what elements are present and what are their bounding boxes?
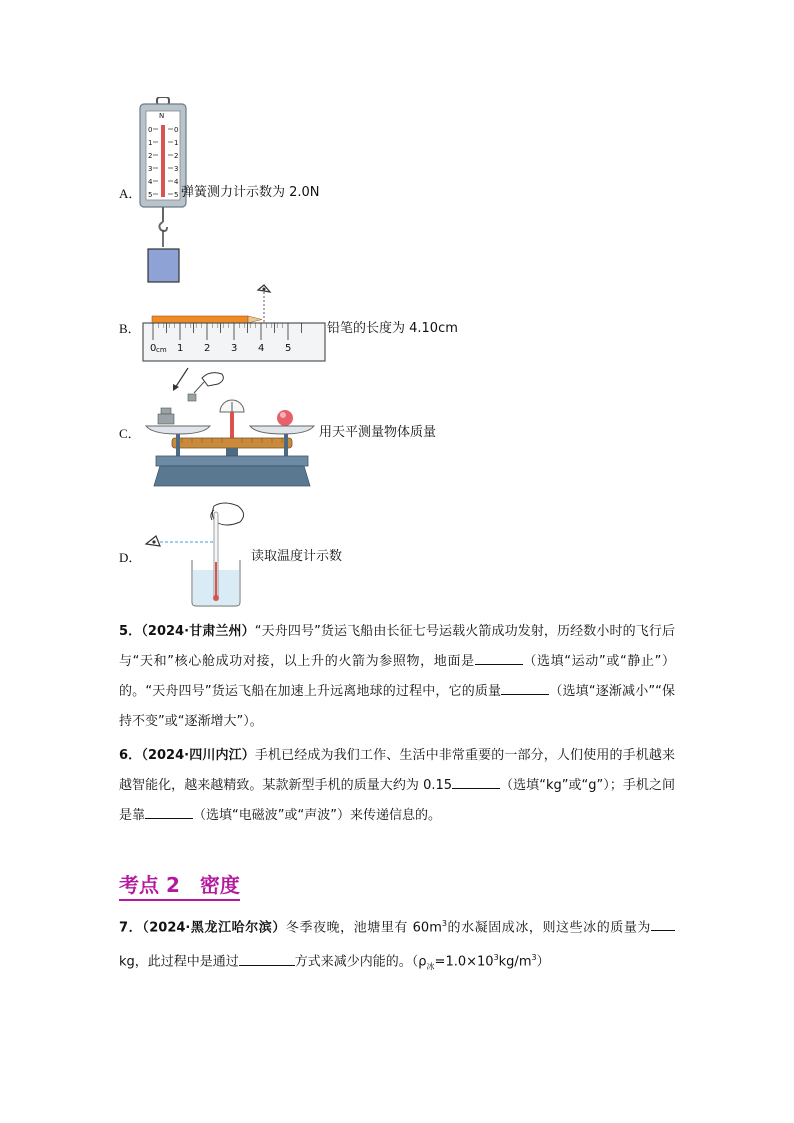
section-heading: 考点 2 密度 [119,872,240,901]
ruler-unit: cm [156,346,167,354]
question-number: 7． [119,920,143,936]
thermometer-beaker-icon [142,500,262,608]
question-text: （选填“电磁波”或“声波”）来传递信息的。 [193,808,441,823]
question-5 [119,617,675,737]
question-text: 冬季夜晚，池塘里有 60m [285,920,442,936]
ruler-tick-label: 3 [231,343,238,354]
tick-label: 0 [148,126,153,134]
question-text: “天舟四号”货运飞船由长征七号运载火箭成功发射，历经数小时的飞行后与“天和”核心舱成功对接，以上升的火箭为参照物，地面是 [119,624,676,669]
scale-ticks-left [148,124,152,202]
tick-label: 3 [148,165,153,173]
answer-blank[interactable] [239,951,295,966]
question-source: （2024·四川内江） [141,748,255,763]
option-b-letter: B． [119,321,141,336]
superscript: 3 [531,953,537,963]
option-a-letter: A． [119,186,142,201]
option-a-text: 弹簧测力计示数为 2.0N [181,185,320,200]
question-6 [119,741,675,831]
option-c-letter: C． [119,426,141,441]
tick-label: 1 [148,139,153,147]
answer-blank[interactable] [145,804,193,819]
answer-blank[interactable] [651,916,675,931]
question-text: （选填“运动”或“静止”）的。“天舟四号”货运飞船在加速上升远离地球的过程中，它的质量 [119,654,675,699]
tick-label: 1 [174,139,179,147]
option-b-text: 铅笔的长度为 4.10cm [327,321,458,336]
ruler-tick-label: 2 [204,343,211,354]
question-text: 的水凝固成冰，则这些冰的质量为 [446,920,651,936]
superscript: 3 [493,953,499,963]
question-text: 手机已经成为我们工作、生活中非常重要的一部分，人们使用的手机越来越智能化，越来越精致。某款新型手机的质量大约为 0.15 [119,748,675,793]
tick-label: 0 [174,126,179,134]
balance-figure [142,366,322,492]
question-text: kg，此过程中是通过 [119,954,239,970]
superscript: 3 [441,919,447,928]
ruler-labels [140,343,330,357]
question-source: （2024·黑龙江哈尔滨） [142,920,286,936]
ruler-tick-label: 0 [150,343,157,354]
scale-top-label: N [159,112,165,120]
question-source: （2024·甘肃兰州） [141,624,255,639]
question-text: kg/m [498,954,532,970]
tick-label: 5 [174,191,179,199]
subscript: 冰 [426,962,435,972]
balance-icon [142,366,322,492]
ruler-figure [140,282,330,364]
question-number: 5． [119,624,142,639]
tick-label: 4 [148,178,153,186]
question-text: ） [536,954,550,970]
option-d-text: 读取温度计示数 [251,549,343,564]
ruler-tick-label: 4 [258,343,265,354]
question-7 [119,909,675,982]
answer-blank[interactable] [452,774,500,789]
option-c-text: 用天平测量物体质量 [319,425,437,440]
tick-label: 2 [174,152,179,160]
tick-label: 5 [148,191,153,199]
ruler-tick-label: 1 [177,343,184,354]
question-number: 6． [119,748,142,763]
tick-label: 3 [174,165,179,173]
tick-label: 4 [174,178,179,186]
option-d-letter: D． [119,550,142,565]
question-text: =1.0×10 [434,954,494,970]
tick-label: 2 [148,152,153,160]
thermometer-figure [142,500,262,608]
ruler-tick-label: 5 [285,343,292,354]
answer-blank[interactable] [501,680,549,695]
question-text: （选填“kg”或“g”）；手机之间是靠 [119,778,675,823]
answer-blank[interactable] [475,650,523,665]
scale-ticks-right [174,124,178,202]
question-text: （选填“逐渐减小”“保持不变”或“逐渐增大”）。 [119,684,675,729]
question-text: 方式来减少内能的。（ρ [294,954,427,970]
